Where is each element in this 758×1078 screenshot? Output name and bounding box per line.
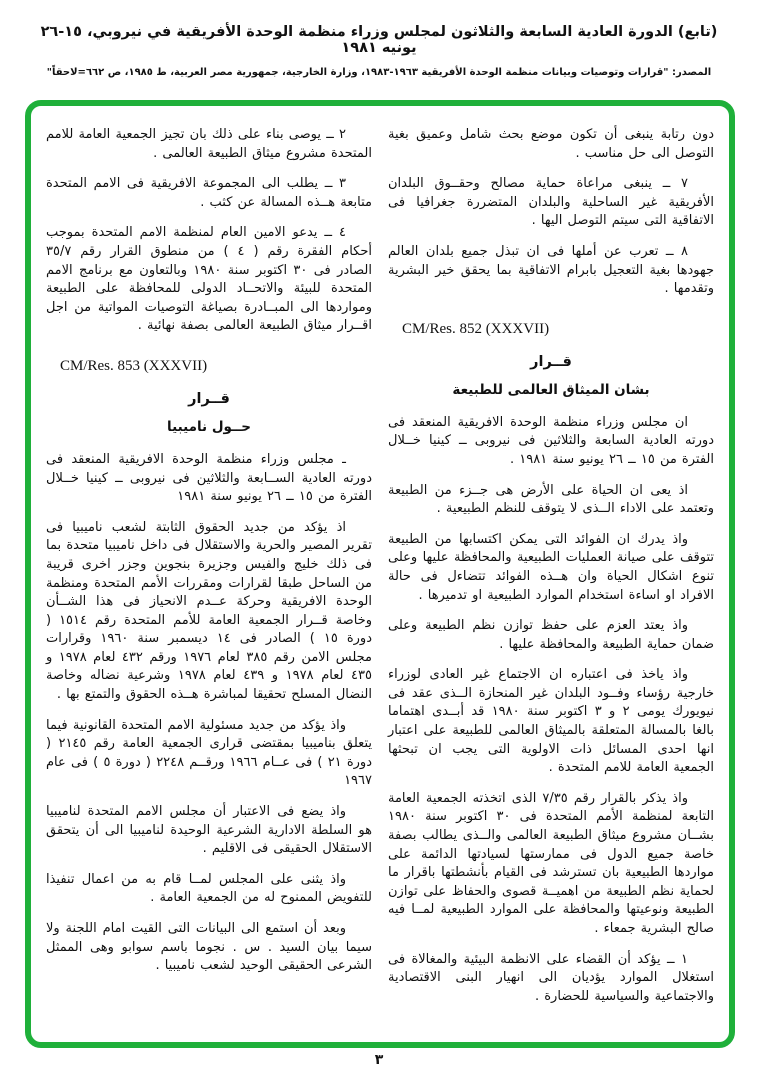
paragraph-item-1: ١ ــ يؤكد أن القضاء على الانظمة البيئية والمغالاة فى استغلال الموارد يؤديان الى انهيار البنى الاقتصادية والاجتماعية والسياسية للحضارة . <box>388 951 714 1004</box>
paragraph: واذ يؤكد من جديد مسئولية الامم المتحدة القانونية فيما يتعلق بناميبيا بمقتضى قرارى الجمعية العامة رقم ٢١٤٥ ( دورة ٢١ ) فى عــام ١٩٦٦ ورقــم ٢٢٤٨ ( دورة ٥ ) فى عام ١٩٦٧ <box>46 717 372 789</box>
paragraph: واذ يذكر بالقرار رقم ٧/٣٥ الذى اتخذته الجمعية العامة التابعة لمنظمة الأمم المتحدة فى ٣٠ اكتوبر سنة ١٩٨٠ بشــان مشروع ميثاق الطبيعة العالمى والــذى يطالب بصفة خاصة جميع الدول فى ممارستها لسيادتها الدائمة على مواردها الطبيعية بان تسترشد فى القيام بأنشطتها باقرار ما لحماية نظم الطبيعة من اهميــة قصوى والحفاظ على توازن الطبيعة ونوعيتها والمحافظة على الموارد الطبيعية لمــا فيه صالح البشرية جمعاء . <box>388 790 714 936</box>
paragraph: دون رتابة ينبغى أن تكون موضع بحث شامل وعميق بغية التوصل الى حل مناسب . <box>388 127 714 161</box>
resolution-heading: قــرار <box>188 390 230 407</box>
paragraph-item-4: ٤ ــ يدعو الامين العام لمنظمة الامم المتحدة بموجب أحكام الفقرة رقم ( ٤ ) من منطوق القرار رقم ٣٥/٧ الصادر فى ٣٠ اكتوبر سنة ١٩٨٠ وبالتعاون مع برنامج الامم المتحدة للبيئة والاتحــاد الدولى للمحافظة على الطبيعة ومواردها الى المبــادرة بصياغة التوصيات المواتية من اجل اقــرار ميثاق الطبيعة العالمى بصفة نهائية . <box>46 225 373 334</box>
resolution-code-853: CM/Res. 853 (XXXVII) <box>60 357 208 374</box>
column-left <box>46 126 372 1032</box>
page-number: ٣ <box>374 1052 384 1068</box>
paragraph: وبعد أن استمع الى البيانات التى القيت امام اللجنة ولا سيما بيان السيد . س . نجوما باسم سوابو وهى الممثل الشرعى الحقيقى الوحيد لشعب ناميبيا . <box>46 921 372 974</box>
resolution-title-namibia: حــول ناميبيا <box>167 418 251 435</box>
header-source-line: المصدر: "قرارات وتوصيات وبيانات منظمة الوحدة الأفريقية ١٩٦٣-١٩٨٣، وزارة الخارجية، جمهورية مصر العربية، ط ١٩٨٥، ص ٦٦٢=لاحقاً" <box>46 67 712 78</box>
paragraph: اذ يعى ان الحياة على الأرض هى جــزء من الطبيعة وتعتمد على الاداء الــذى لا يتوقف للنظم الطبيعية . <box>388 482 714 517</box>
paragraph: واذ يعتد العزم على حفظ توازن نظم الطبيعة وعلى ضمان حماية الطبيعة والمحافظة عليها . <box>388 618 714 652</box>
header-session-title: (تابع) الدورة العادية السابعة والثلاثون لمجلس وزراء منظمة الوحدة الأفريقية في نيروبي، ١٥-٢٦ يونيه ١٩٨١ <box>40 24 718 56</box>
paragraph: واذ ياخذ فى اعتباره ان الاجتماع غير العادى لوزراء خارجية رؤساء وفــود البلدان غير المنحازة الــذى عقد فى نيويورك يومى ٢ و ٣ اكتوبر سنة ١٩٨٠ قد أبــدى اهتماما بالغا بالمسالة المتعلقة بالميثاق العالمى للطبيعة على اعتبار انها احدى المسائل ذات الاولوية التى يجب ان تبحثها الجمعية العامة للامم المتحدة . <box>388 667 715 776</box>
resolution-code-852: CM/Res. 852 (XXXVII) <box>402 320 550 337</box>
document-frame <box>25 100 735 1048</box>
paragraph: اذ يؤكد من جديد الحقوق الثابتة لشعب ناميبيا فى تقرير المصير والحرية والاستقلال فى داخل ناميبيا متحدة بما فى ذلك خليج والفيس وجزيرة بنجوين وجزر اخرى قريبة من الساحل طبقا لقرارات ومقررات الأمم المتحدة ومنظمة الوحدة الافريقية وحركة عــدم الانحياز فى هذا الشــأن وخاصة قــرار الجمعية العامة للأمم المتحدة رقم ١٥١٤ ( دورة ١٥ ) الصادر فى ١٤ ديسمبر سنة ١٩٦٠ وقرارات مجلس الامن رقم ٣٨٥ لعام ١٩٧٦ ورقم ٤٣٢ لعام ١٩٧٨ و ٤٣٥ لعام ١٩٧٨ و ٤٣٩ لعام ١٩٧٨ وشرعية نضاله وخاصة النضال المسلح تحقيقا لمباشرة هــذه الحقوق والتمتع بها . <box>46 519 373 703</box>
resolution-heading: قــرار <box>530 353 572 370</box>
resolution-title-world-charter-nature: بشان الميثاق العالمى للطبيعة <box>452 381 650 398</box>
paragraph-item-7: ٧ ــ ينبغى مراعاة حماية مصالح وحقــوق البلدان الأفريقية غير الساحلية والبلدان المتضررة جغرافيا فى الاتفاقية التى سيتم التوصل اليها . <box>388 176 714 229</box>
two-column-layout <box>31 106 729 1042</box>
page-header <box>0 24 758 78</box>
paragraph: واذ يضع فى الاعتبار أن مجلس الامم المتحدة لناميبيا هو السلطة الادارية الشرعية الوحيدة لناميبيا الى أن يتحقق الاستقلال الحقيقى فى الاقليم . <box>46 804 372 857</box>
paragraph-item-2: ٢ ــ يوصى بناء على ذلك بان تجيز الجمعية العامة للامم المتحدة مشروع ميثاق الطبيعة العالمى . <box>46 127 372 161</box>
paragraph: واذ يدرك ان الفوائد التى يمكن اكتسابها من الطبيعة تتوقف على صيانة العمليات الطبيعية والمحافظة عليها وعلى تنوع اشكال الحياة وان هــذه الفوائد تتضاءل فى حالة الافراد او اساءة استخدام الموارد الطبيعية او تدميرها . <box>388 531 714 603</box>
paragraph: واذ يثنى على المجلس لمــا قام به من اعمال تنفيذا للتفويض الممنوح له من الجمعية العامة . <box>46 871 372 906</box>
paragraph: ـ مجلس وزراء منظمة الوحدة الافريقية المنعقد فى دورته العادية الســابعة والثلاثين فى نيروبى ــ كينيا خــلال الفترة من ١٥ ــ ٢٦ يونيو سنة ١٩٨١ <box>46 451 372 505</box>
paragraph: ان مجلس وزراء منظمة الوحدة الافريقية المنعقد فى دورته العادية السابعة والثلاثين فى نيروبى ــ كينيا خــلال الفترة من ١٥ ــ ٢٦ يونيو سنة ١٩٨١ . <box>388 414 714 467</box>
paragraph-item-8: ٨ ــ تعرب عن أملها فى ان تبذل جميع بلدان العالم جهودها بغية التعجيل بابرام الاتفاقية بما يحقق خير البشرية وتقدمها . <box>388 243 714 297</box>
column-right <box>388 126 714 1032</box>
paragraph-item-3: ٣ ــ يطلب الى المجموعة الافريقية فى الامم المتحدة متابعة هــذه المسالة عن كثب . <box>46 176 372 210</box>
